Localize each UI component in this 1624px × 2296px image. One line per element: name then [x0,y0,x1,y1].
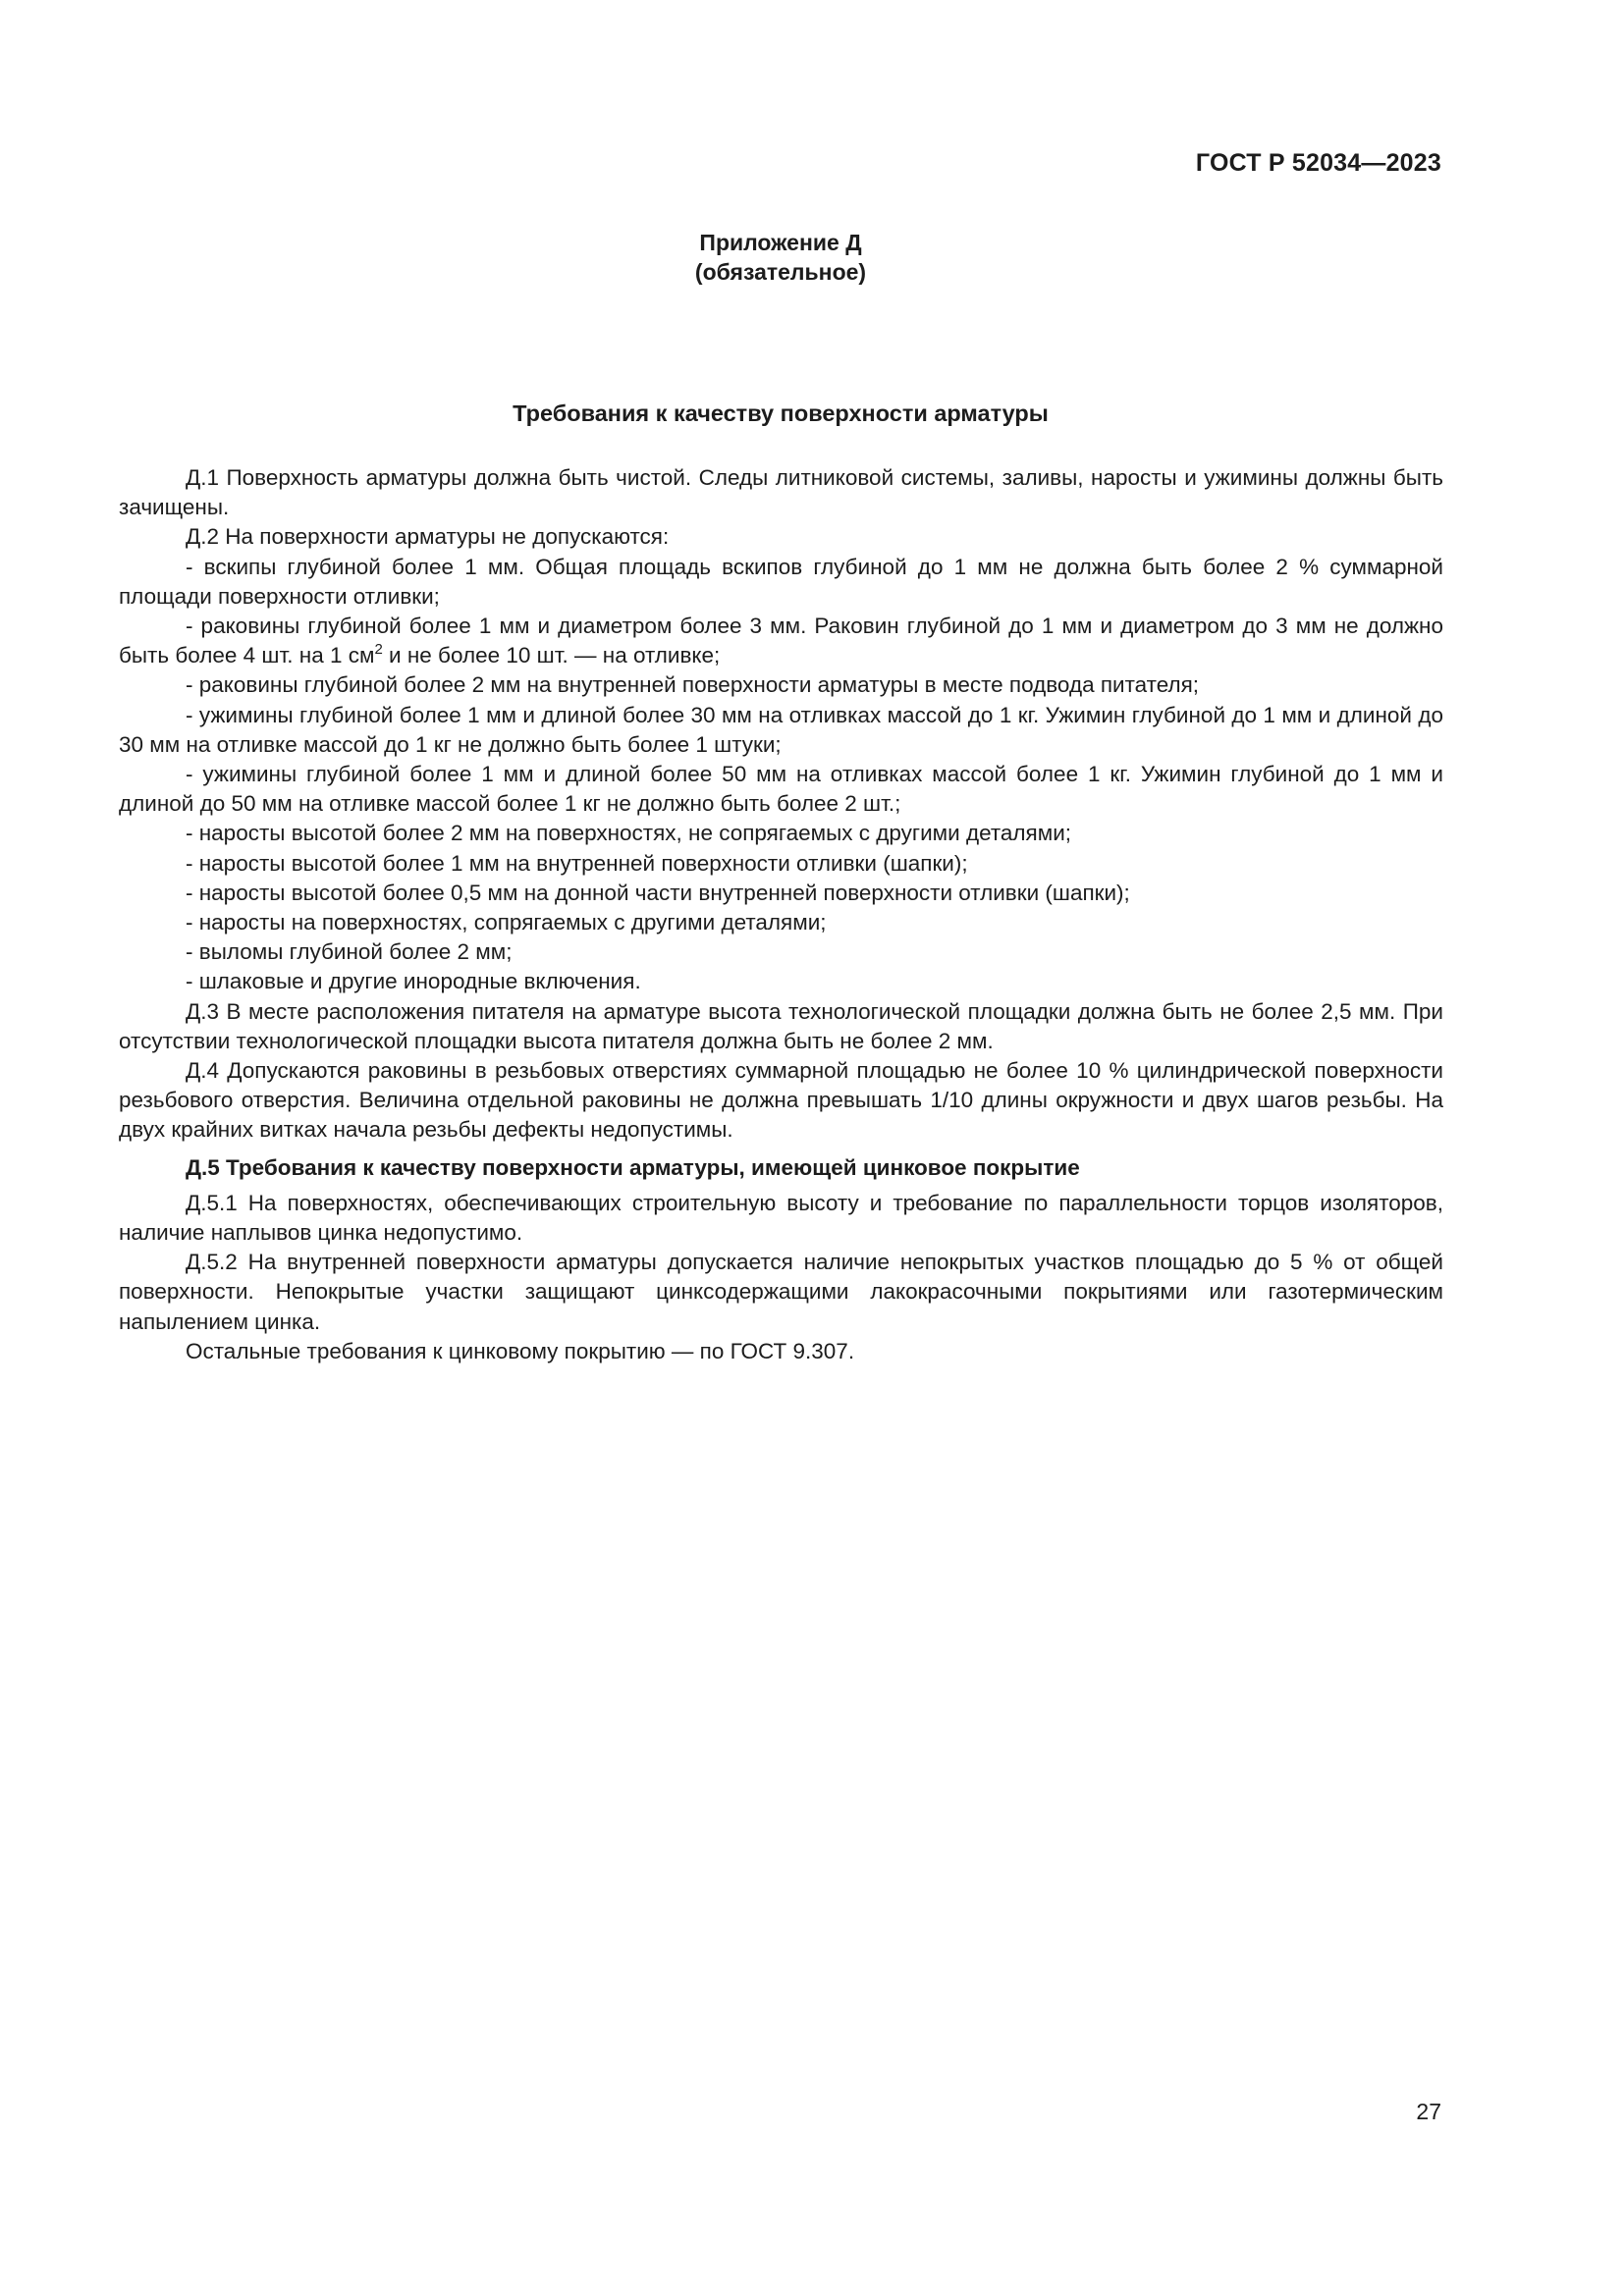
list-item: - наросты высотой более 2 мм на поверхностях, не сопрягаемых с другими деталями; [186,821,1072,846]
list-item-text: и не более 10 шт. — на отливке; [382,643,721,668]
paragraph-d3: Д.3 В месте расположения питателя на арматуре высота технологической площадки должна быть не более 2,5 мм. При отсутствии технологической площадки высота питателя должна быть не более 2 мм. [119,998,1443,1053]
list-item: - наросты высотой более 1 мм на внутренней поверхности отливки (шапки); [186,850,968,876]
list-item: - ужимины глубиной более 1 мм и длиной более 50 мм на отливках массой более 1 кг. Ужимин глубиной до 1 мм и длиной до 50 мм на отливке массой более 1 кг не должно быть более 2 шт.; [119,762,1443,817]
paragraph-d5-2: Д.5.2 На внутренней поверхности арматуры допускается наличие непокрытых участков площадью до 5 % от общей поверхности. Непокрытые участки защищают цинксодержащими лакокрасочными покрытиями или газотермическим напылением цинка. [119,1250,1443,1334]
paragraph-d1: Д.1 Поверхность арматуры должна быть чистой. Следы литниковой системы, заливы, наросты и ужимины должны быть зачищены. [119,465,1443,520]
list-item-text: - раковины глубиной более 1 мм и диаметром более 3 мм. Раковин глубиной до 1 мм и диаметром до 3 мм не должно быть более 4 шт. на 1 см [119,614,1443,668]
body-text [119,463,1443,1366]
annex-heading [0,228,1561,287]
section-title: Требования к качеству поверхности арматуры [513,400,1049,426]
document-code: ГОСТ Р 52034—2023 [1195,149,1441,177]
page-number: 27 [1416,2099,1441,2124]
annex-status: (обязательное) [694,259,867,285]
subsection-heading-d5: Д.5 Требования к качеству поверхности арматуры, имеющей цинковое покрытие [186,1154,1080,1180]
list-item: - ужимины глубиной более 1 мм и длиной более 30 мм на отливках массой до 1 кг. Ужимин глубиной до 1 мм и длиной до 30 мм на отливке массой до 1 кг не должно быть более 1 штуки; [119,702,1443,757]
list-item [119,612,1443,670]
list-item: - раковины глубиной более 2 мм на внутренней поверхности арматуры в месте подвода питателя; [186,672,1200,698]
paragraph-d4: Д.4 Допускаются раковины в резьбовых отверстиях суммарной площадью не более 10 % цилиндрической поверхности резьбового отверстия. Величина отдельной раковины не должна превышать 1/10 длины окружности и двух шагов резьбы. На двух крайних витках начала резьбы дефекты недопустимы. [119,1058,1443,1143]
list-item: - вскипы глубиной более 1 мм. Общая площадь вскипов глубиной до 1 мм не должна быть более 2 % суммарной площади поверхности отливки; [119,554,1443,609]
annex-title: Приложение Д [699,230,862,255]
paragraph-d2: Д.2 На поверхности арматуры не допускаются: [186,524,670,550]
list-item: - шлаковые и другие инородные включения. [186,969,641,994]
list-item: - выломы глубиной более 2 мм; [186,939,513,965]
paragraph-zinc-reference: Остальные требования к цинковому покрытию — по ГОСТ 9.307. [186,1338,855,1363]
paragraph-d5-1: Д.5.1 На поверхностях, обеспечивающих строительную высоту и требование по параллельности торцов изоляторов, наличие наплывов цинка недопустимо. [119,1190,1443,1246]
list-item: - наросты на поверхностях, сопрягаемых с другими деталями; [186,910,827,935]
superscript: 2 [374,641,383,659]
list-item: - наросты высотой более 0,5 мм на донной части внутренней поверхности отливки (шапки); [186,880,1130,905]
